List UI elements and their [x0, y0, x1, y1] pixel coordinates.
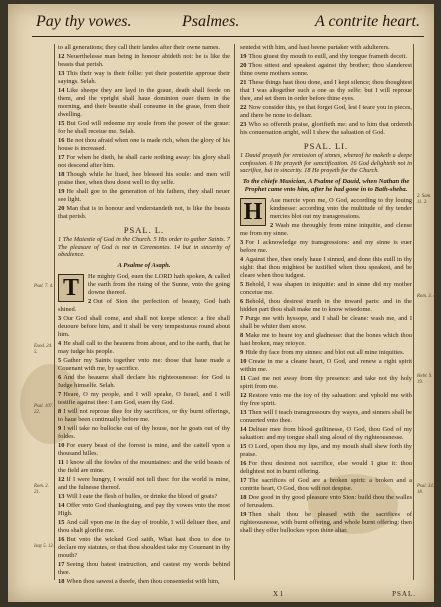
verse-text: Thou giuest thy mouth to euill, and thy tongue frameth deceit.	[248, 53, 408, 60]
verse-number: 16	[58, 535, 65, 543]
verse-number: 18	[58, 577, 65, 585]
verse-number: 14	[240, 425, 247, 433]
verse-number: 8	[240, 331, 244, 339]
verse	[240, 392, 412, 408]
verse-list	[240, 197, 412, 535]
verse-list	[58, 273, 230, 586]
book-page	[8, 4, 437, 602]
verse-text: Now consider this, ye that forget God, lest I teare you in pieces, and there be none to deliuer.	[240, 104, 412, 119]
verse-text: to all generations; they call their landes after their owne names.	[58, 44, 221, 51]
verse	[58, 70, 230, 86]
verse-number: 2	[88, 297, 92, 305]
verse	[58, 536, 230, 560]
verse-number: 10	[240, 357, 247, 365]
verse-text: I know all the fowles of the mountaines: and the wild beasts of the field are mine.	[58, 458, 230, 474]
verse-number: 6	[58, 373, 62, 381]
verse	[240, 79, 412, 103]
verse-number: 4	[58, 339, 62, 347]
verse	[240, 358, 412, 374]
verse-text: Offer vnto God thanksgiuing, and pay thy vowes vnto the most High.	[58, 501, 230, 517]
verse-number: 9	[58, 424, 62, 432]
margin-note: Rom. 2. 21.	[34, 484, 49, 495]
verse	[58, 442, 230, 458]
verse-number: 22	[240, 104, 247, 111]
verse-number: 6	[240, 297, 244, 305]
verse-number: 5	[58, 356, 62, 364]
verse	[240, 460, 412, 476]
verse	[240, 375, 412, 391]
psalm-argument: 1 Dauid prayeth for remission of sinnes, whereof he maketh a deepe confession. 6 He prayeth for sanctification. 16 God delighteth not in sacrifice, but in sincerity. 18 He prayeth for the Church.	[240, 152, 412, 174]
verse-number: 11	[58, 458, 65, 466]
verse-text: Our God shall come, and shall not keepe silence: a fire shall deuoure before him, and it shall be very tempestuous round about him.	[58, 314, 230, 338]
left-text-column	[58, 44, 230, 584]
verse-number: 19	[58, 188, 65, 195]
verse	[240, 104, 412, 120]
verse-text: He mighty God, euen the LORD hath spoken, & called the earth from the rising of the Sunne, vnto the going downe thereof.	[88, 272, 230, 296]
column-rule	[54, 44, 55, 580]
verse	[240, 239, 412, 255]
catchword: PSAL.	[392, 590, 416, 598]
verse-text: Heare, O my people, and I will speake, O Israel, and I will testifie against thee: I am God, euen thy God.	[58, 390, 230, 406]
verse	[58, 578, 230, 586]
verse-text: Then shalt thou be pleased with the sacrifices of righteousnesse, with burnt offering, and whole burnt offering: then shall they offer bullockes vpon thine altar.	[240, 510, 412, 534]
verse-number: 8	[58, 407, 62, 415]
header-left: Pay thy vowes.	[36, 13, 132, 30]
verse	[58, 188, 230, 204]
column-rule	[413, 44, 414, 580]
margin-note: Psal. 107. 22.	[34, 404, 54, 415]
verse-text: Gather my Saints together vnto me: those that haue made a Couenant with me, by sacrifice.	[58, 356, 230, 372]
verse-text: Doe good in thy good pleasure vnto Sion: build thou the walles of Ierusalem.	[240, 493, 412, 509]
margin-note: 2. Sam. 11. 2.	[417, 194, 432, 205]
verse	[240, 349, 412, 357]
verse-text: For euery beast of the forrest is mine, and the cattell vpon a thousand hilles.	[58, 441, 230, 457]
margin-note: Hebr. 9. 19.	[417, 374, 433, 385]
verse	[240, 409, 412, 425]
verse-text: Neuerthelesse man being in honour abideth not: he is like the beasts that perish.	[58, 53, 230, 68]
verse-number: 14	[58, 87, 65, 94]
verse-text: I will not reproue thee for thy sacrifices, or thy burnt offerings, to haue been continually before me.	[58, 407, 230, 423]
verse-text: This their way is their follie: yet their posteritie approue their sayings. Selah.	[58, 70, 230, 85]
verse-number: 5	[240, 280, 244, 288]
verse-number: 3	[58, 314, 62, 322]
verse	[240, 256, 412, 280]
verse	[240, 477, 412, 493]
verse-number: 13	[240, 408, 247, 416]
verse-text: He shall goe to the generation of his fathers, they shall neuer see light.	[58, 188, 230, 203]
verse	[58, 154, 230, 170]
verse-number: 23	[240, 121, 247, 128]
verse-text: The sacrifices of God are a broken spirit: a broken and a contrite heart, O God, thou wilt not despise.	[240, 476, 412, 492]
verse-text: But God will redeeme my soule from the power of the graue: for he shall receiue me. Selah.	[58, 120, 230, 135]
verse-number: 10	[58, 441, 65, 449]
signature-mark: X 1	[273, 590, 284, 598]
verse-text: Then will I teach transgressours thy wayes, and sinners shall be conuerted vnto thee.	[240, 408, 412, 424]
verse	[58, 391, 230, 407]
verse	[240, 494, 412, 510]
verse	[58, 171, 230, 187]
header-center: Psalmes.	[182, 13, 240, 30]
verse	[240, 121, 412, 137]
verse-text: Seeing thou hatest instruction, and castest my words behind thee.	[58, 560, 230, 576]
verse-number: 7	[58, 390, 62, 398]
verse-number: 2	[270, 221, 274, 229]
psalm-title: To the chiefe Musician, A Psalme of Dauid, when Nathan the Prophet came vnto him, after he had gone in to Bath-sheba.	[242, 177, 410, 193]
verse-text: And call vpon me in the day of trouble, I will deliuer thee, and thou shalt glorifie me.	[58, 518, 230, 534]
verse-text: Restore vnto me the ioy of thy saluation: and vphold me with thy free spirit.	[240, 391, 412, 407]
verse	[58, 408, 230, 424]
verse-number: 15	[58, 120, 65, 127]
verse	[240, 53, 412, 61]
verse-text: For I acknowledge my transgressions: and my sinne is euer before me.	[240, 238, 412, 254]
verse	[58, 315, 230, 339]
drop-capital: H	[240, 198, 266, 226]
verse-number: 7	[240, 314, 244, 322]
verse-text: When thou sawest a theefe, then thou consentedst with him,	[66, 577, 220, 585]
verse-number: 17	[240, 476, 247, 484]
left-margin-notes	[34, 44, 54, 584]
running-header	[32, 10, 424, 37]
verse	[240, 511, 412, 535]
verse-text: sentedst with him, and hast beene partaker with adulterers.	[240, 44, 390, 51]
verse-list	[240, 44, 412, 137]
verse-text: Will I eate the flesh of bulles, or drinke the blood of goats?	[66, 492, 218, 500]
verse-text: He shall call to the heauens from aboue, and to the earth, that he may iudge his people.	[58, 339, 230, 355]
verse-text: If I were hungry, I would not tell thee: for the world is mine, and the fulnesse thereof.	[58, 475, 230, 491]
verse	[58, 476, 230, 492]
verse	[58, 519, 230, 535]
verse	[58, 137, 230, 153]
verse-number: 21	[240, 79, 247, 86]
verse-text: Deliuer mee from blood guiltinesse, O God, thou God of my saluation: and my tongue shall sing aloud of thy righteousnesse.	[240, 425, 412, 441]
verse-number: 12	[58, 53, 65, 60]
verse-number: 19	[240, 53, 247, 60]
verse-text: Who so offereth praise, glorifieth me: and to him that ordereth his conuersation aright, will I shew the saluation of God.	[240, 121, 412, 136]
verse-number: 17	[58, 560, 65, 568]
verse-text: These things hast thou done, and I kept silence; thou thoughtest that I was altogether such a one as thy selfe: but I will reproue thee, and set them in order before thine eyes.	[240, 79, 412, 102]
verse	[58, 374, 230, 390]
verse-text: I will take no bullocke out of thy house, nor he goats out of thy foldes.	[58, 424, 230, 440]
verse-text: Make me to heare ioy and gladnesse: that the bones which thou hast broken, may reioyce.	[240, 331, 412, 347]
verse-number: 15	[58, 518, 65, 526]
verse	[58, 87, 230, 119]
verse-text: For thou desirest not sacrifice, else would I giue it: thou delightest not in burnt offering.	[240, 459, 412, 475]
right-margin-notes	[417, 44, 437, 584]
verse-text: Though while he liued, hee blessed his soule: and men will praise thee, when thou doest well to thy selfe.	[58, 171, 230, 186]
verse	[58, 493, 230, 501]
verse	[58, 425, 230, 441]
verse-number: 16	[58, 137, 65, 144]
verse-text: Man that is in honour and vnderstandeth not, is like the beasts that perish.	[58, 205, 230, 220]
verse	[58, 53, 230, 69]
verse-number: 4	[240, 255, 244, 263]
verse	[240, 315, 412, 331]
psalm-heading: PSAL. L.	[123, 225, 165, 235]
verse-text: Aue mercie vpon me, O God, according to thy louing kindnesse: according vnto the multitude of thy tender mercies blot out my transgressions.	[270, 196, 412, 220]
verse-text: And the heauens shall declare his righteousnesse: for God is Iudge himselfe. Selah.	[58, 373, 230, 389]
verse	[240, 443, 412, 459]
verse-text: Create in me a cleane heart, O God, and renew a right spirit within me.	[240, 357, 412, 373]
verse	[240, 426, 412, 442]
verse-number: 20	[240, 62, 247, 69]
verse	[58, 120, 230, 136]
verse-number: 19	[240, 510, 247, 518]
verse-text: Be not thou afraid when one is made rich, when the glory of his house is increased.	[58, 137, 230, 152]
verse-text: Purge me with hyssope, and I shall be cleane: wash me, and I shall be whiter then snow.	[240, 314, 412, 330]
verse-text: For when he dieth, he shall carie nothing away: his glory shall not descend after him.	[58, 154, 230, 169]
verse	[58, 340, 230, 356]
verse-number: 11	[240, 374, 247, 382]
verse-text: Cast me not away from thy presence: and take not thy holy spirit from me.	[240, 374, 412, 390]
margin-note: Exod. 24. 5.	[34, 344, 53, 355]
verse	[240, 44, 412, 52]
psalm-argument: 1 The Maiestie of God in the Church. 5 His order to gather Saints. 7 The pleasure of God is not in Ceremonies. 14 but in sincerity of obedience.	[58, 236, 230, 258]
verse-number: 20	[58, 205, 65, 212]
margin-note: Psal. 34. 18.	[417, 484, 434, 495]
verse-text: Wash me throughly from mine iniquitie, and clense me from my sinne.	[240, 221, 412, 237]
verse-text: Like sheepe they are layd in the graue, death shall feede on them, and the vpright shall haue dominion ouer them in the morning, and their beautie shall consume in the graue, from their dwelling.	[58, 87, 230, 118]
verse	[240, 298, 412, 314]
verse-text: O Lord, open thou my lips, and my mouth shall shew forth thy praise.	[240, 442, 412, 458]
margin-note: Isay 5. 12.	[34, 544, 54, 549]
verse-number: 15	[240, 442, 247, 450]
margin-note: Rom. 3. 4.	[417, 294, 437, 299]
verse	[58, 459, 230, 475]
verse-number: 13	[58, 492, 65, 500]
verse	[58, 205, 230, 221]
verse-number: 13	[58, 70, 65, 77]
margin-note: Psal. 7. 4.	[34, 284, 54, 289]
verse-text: Hide thy face from my sinnes: and blot out all mine iniquities.	[245, 348, 405, 356]
verse-list	[58, 44, 230, 221]
verse-text: Behold, thou desirest trueth in the inward parts: and in the hidden part thou shalt make me to know wisedome.	[240, 297, 412, 313]
verse-text: Against thee, thee onely haue I sinned, and done this euill in thy sight: that thou mightest be iustified when thou speakest, and be cleare when thou iudgest.	[240, 255, 412, 279]
verse-number: 9	[240, 348, 244, 356]
verse-text: Out of Sion the perfection of beauty, God hath shined.	[58, 297, 230, 313]
verse-number: 12	[58, 475, 65, 483]
verse-number: 14	[58, 501, 65, 509]
psalm-title: A Psalme of Asaph.	[117, 261, 171, 269]
column-rule	[234, 44, 235, 580]
verse	[58, 561, 230, 577]
verse-number: 3	[240, 238, 244, 246]
verse-number: 17	[58, 154, 65, 161]
verse-text: Thou sittest and speakest against thy brother; thou slanderest thine owne mothers sonne.	[240, 62, 412, 77]
psalm-heading: PSAL. LI.	[303, 141, 349, 151]
header-right: A contrite heart.	[314, 13, 420, 30]
verse	[58, 357, 230, 373]
verse	[58, 502, 230, 518]
verse-number: 16	[240, 459, 247, 467]
verse	[240, 281, 412, 297]
verse-number: 12	[240, 391, 247, 399]
verse-number: 18	[240, 493, 247, 501]
verse	[58, 44, 230, 52]
verse-number: 18	[58, 171, 65, 178]
right-text-column	[240, 44, 412, 584]
verse-text: But vnto the wicked God saith, What hast thou to doe to declare my statutes, or that thou shouldest take my Couenant in thy mouth?	[58, 535, 230, 559]
verse	[240, 332, 412, 348]
verse	[240, 62, 412, 78]
verse-text: Behold, I was shapen in iniquitie: and in sinne did my mother conceiue me.	[240, 280, 412, 296]
drop-capital: T	[58, 274, 84, 302]
